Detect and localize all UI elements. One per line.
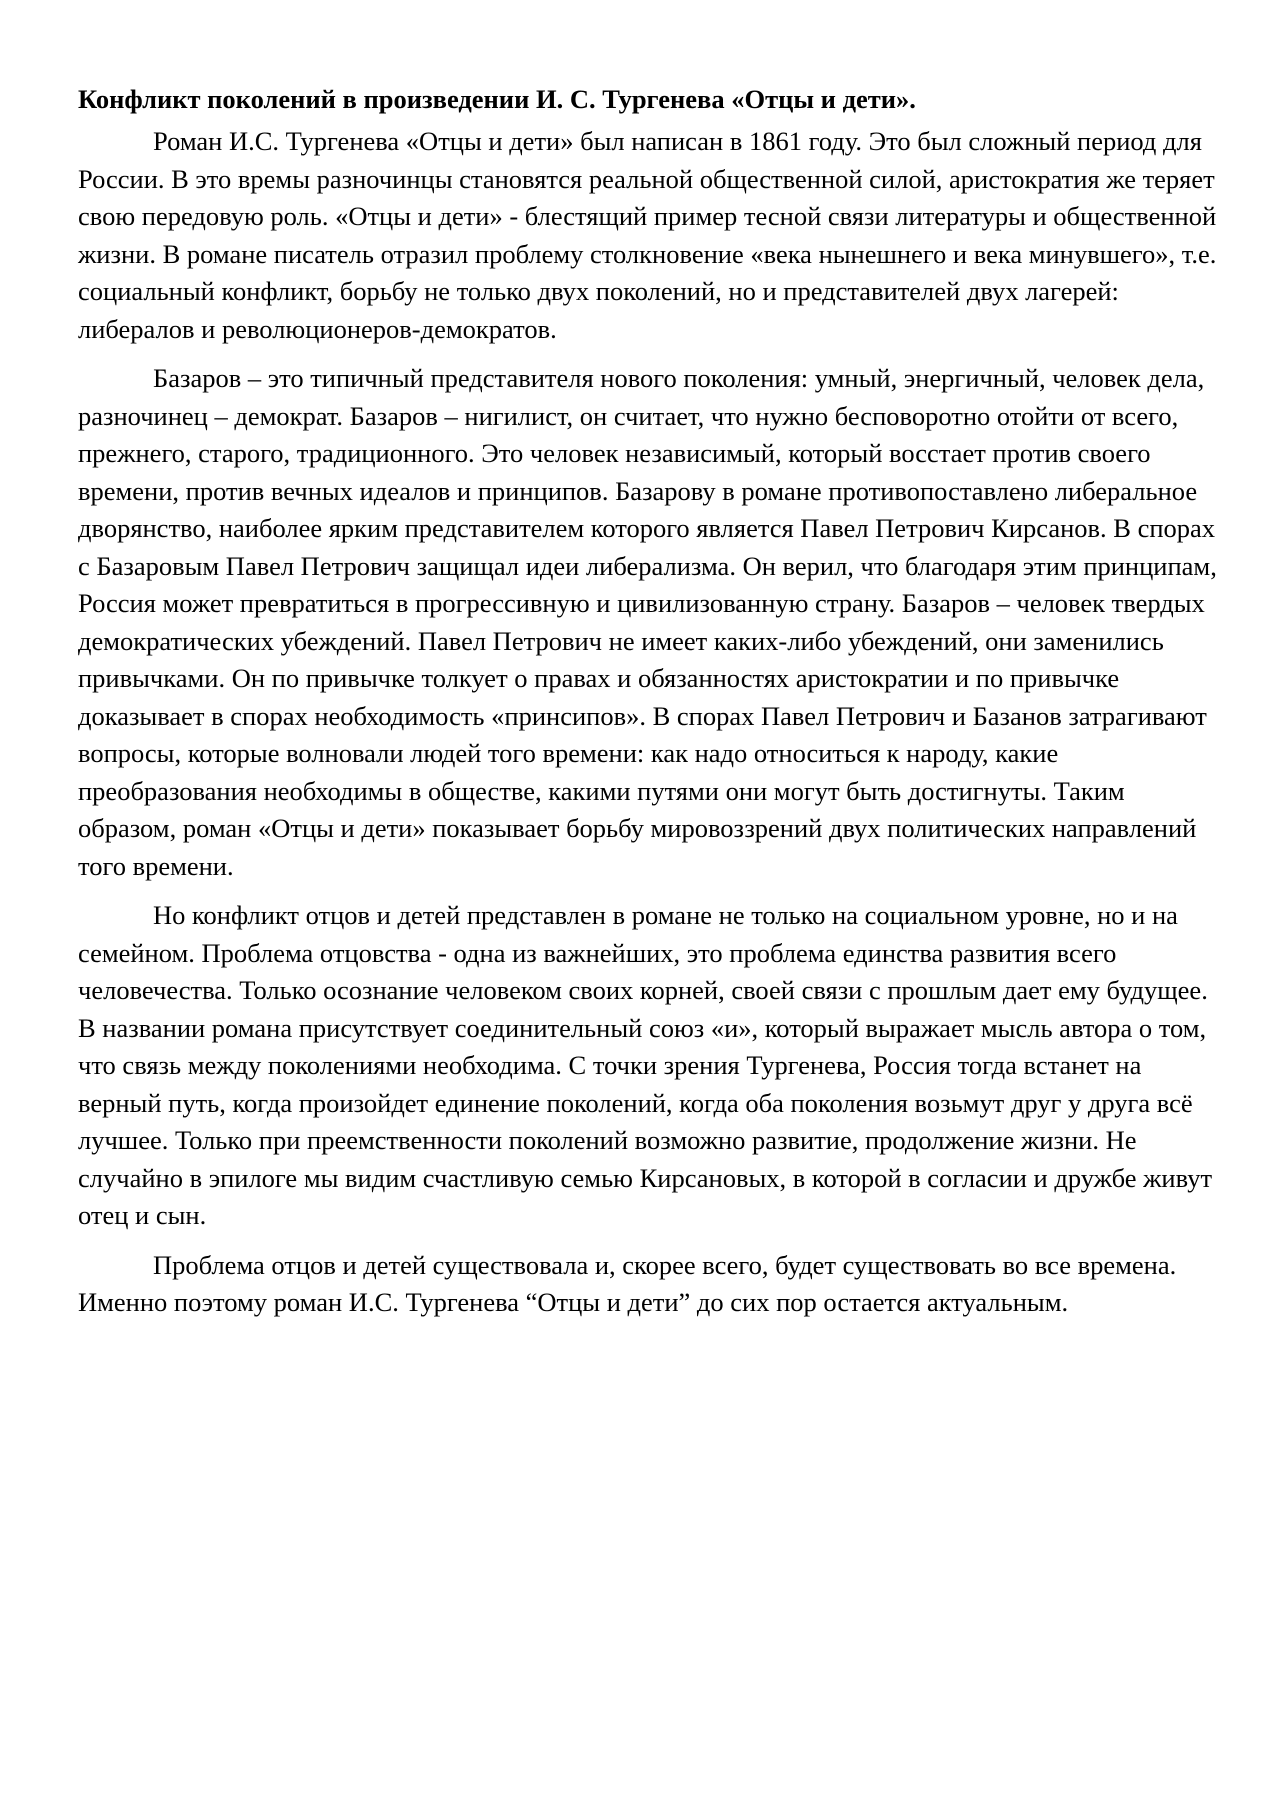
document-title: Конфликт поколений в произведении И. С. Тургенева «Отцы и дети». xyxy=(78,84,916,114)
paragraph-bazarov: Базаров – это типичный представителя нового поколения: умный, энергичный, человек дела, разночинец – демократ. Базаров – нигилист, он считает, что нужно бесповоротно отойти от всего, прежнего, старого, традиционного. Это человек независимый, который восстает против своего времени, против вечных идеалов и принципов. Базарову в романе противопоставлено либеральное дворянство, наиболее ярким представителем которого является Павел Петрович Кирсанов. В спорах с Базаровым Павел Петрович защищал идеи либерализма. Он верил, что благодаря этим принципам, Россия может превратиться в прогрессивную и цивилизованную страну. Базаров – человек твердых демократических убеждений. Павел Петрович не имеет каких-либо убеждений, они заменились привычками. Он по привычке толкует о правах и обязанностях аристократии и по привычке доказывает в спорах необходимость «принсипов». В спорах Павел Петрович и Базанов затрагивают вопросы, которые волновали людей того времени: как надо относиться к народу, какие преобразования необходимы в обществе, какими путями они могут быть достигнуты. Таким образом, роман «Отцы и дети» показывает борьбу мировоззрений двух политических направлений того времени. xyxy=(78,363,1217,881)
paragraph-family-conflict: Но конфликт отцов и детей представлен в романе не только на социальном уровне, но и на семейном. Проблема отцовства - одна из важнейших, это проблема единства развития всего человечества. Только осознание человеком своих корней, своей связи с прошлым дает ему будущее. В названии романа присутствует соединительный союз «и», который выражает мысль автора о том, что связь между поколениями необходима. С точки зрения Тургенева, Россия тогда встанет на верный путь, когда произойдет единение поколений, когда оба поколения возьмут друг у друга всё лучшее. Только при преемственности поколений возможно развитие, продолжение жизни. Не случайно в эпилоге мы видим счастливую семью Кирсановых, в которой в согласии и дружбе живут отец и сын. xyxy=(78,900,1213,1230)
paragraph-conclusion: Проблема отцов и детей существовала и, скорее всего, будет существовать во все времена. Именно поэтому роман И.С. Тургенева “Отцы и дети” до сих пор остается актуальным. xyxy=(78,1249,1177,1317)
paragraph-intro: Роман И.С. Тургенева «Отцы и дети» был написан в 1861 году. Это был сложный период для России. В это времы разночинцы становятся реальной общественной силой, аристократия же теряет свою передовую роль. «Отцы и дети» - блестящий пример тесной связи литературы и общественной жизни. В романе писатель отразил проблему столкновение «века нынешнего и века минувшего», т.е. социальный конфликт, борьбу не только двух поколений, но и представителей двух лагерей: либералов и революционеров-демократов. xyxy=(78,126,1217,344)
document-body xyxy=(78,80,1218,1334)
